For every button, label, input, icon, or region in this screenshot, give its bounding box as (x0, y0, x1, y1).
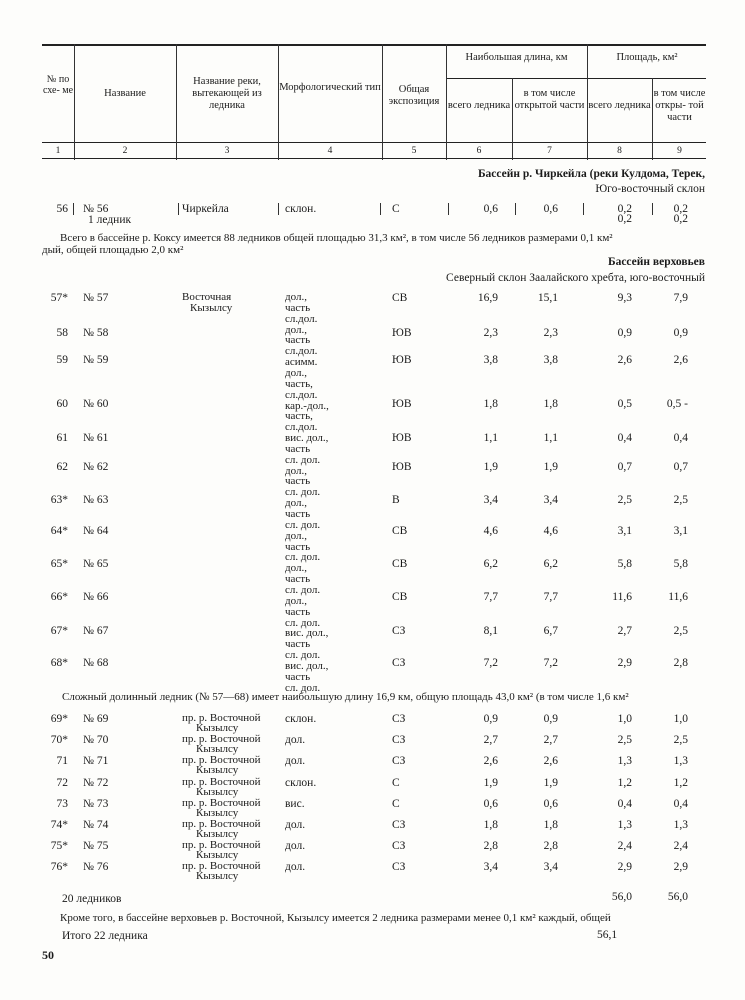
length-total: 3,4 (483, 494, 498, 506)
row56-river: Чиркейла (182, 203, 229, 215)
length-total: 1,8 (483, 819, 498, 831)
exposure: СЗ (392, 734, 406, 747)
glacier-name: № 73 (83, 797, 109, 810)
morphology-line: сл. дол. (285, 518, 321, 531)
col-number-8: 8 (617, 146, 622, 156)
area-total: 9,3 (617, 292, 632, 304)
area-open: 3,1 (673, 525, 688, 537)
row-number: 74* (50, 819, 68, 831)
length-total: 2,3 (483, 327, 498, 339)
area-open: 7,9 (673, 292, 688, 304)
col-number-7: 7 (547, 146, 552, 156)
glacier-name: № 71 (83, 755, 109, 768)
length-open: 15,1 (537, 292, 558, 304)
header-length-open: в том числе открытой части (514, 88, 585, 111)
basin2-title: Бассейн верховьев (607, 256, 705, 268)
row-number: 60 (56, 398, 68, 410)
exposure: СВ (392, 558, 408, 570)
length-open: 3,4 (543, 861, 558, 874)
row-number: 61 (56, 432, 68, 444)
morphology-line: часть, (285, 410, 313, 423)
morphology-line: дол., (285, 594, 307, 607)
length-total: 7,7 (483, 591, 498, 603)
area-open: 2,4 (673, 840, 688, 853)
row-number: 58 (56, 327, 68, 339)
col-number-1: 1 (55, 146, 61, 156)
page-number: 50 (42, 948, 54, 962)
row-number: 64* (50, 525, 68, 537)
area-total: 3,1 (617, 525, 632, 537)
morphology: дол. (285, 734, 306, 747)
river-57-line1: Восточная (182, 291, 232, 303)
area-open: 2,5 (673, 494, 688, 506)
exposure: ЮВ (392, 432, 412, 444)
area-open: 5,8 (673, 558, 688, 570)
col-number-9: 9 (677, 146, 682, 156)
exposure: СЗ (392, 713, 406, 725)
exposure: СЗ (392, 755, 406, 768)
area-open: 2,9 (673, 861, 688, 874)
length-total: 2,6 (483, 755, 498, 768)
row56-name: № 56 (83, 203, 109, 215)
morphology-line: дол., (285, 562, 307, 575)
morphology-line: асимм. (285, 356, 318, 369)
length-open: 1,1 (543, 432, 558, 444)
morphology-line: сл.дол. (285, 388, 318, 401)
row56-area-total: 0,2 (617, 203, 632, 215)
length-total: 0,6 (483, 797, 498, 810)
basin1-subtitle: Юго-восточный склон (595, 183, 705, 195)
length-total: 16,9 (477, 292, 498, 304)
length-total: 3,8 (483, 354, 498, 366)
area-open: 1,3 (673, 755, 688, 768)
glacier-name: № 74 (83, 819, 109, 831)
morphology-line: часть, (285, 377, 313, 390)
row56-exposure: С (392, 203, 400, 215)
area-open: 0,7 (673, 461, 688, 473)
exposure: СВ (392, 591, 408, 603)
length-open: 2,7 (543, 734, 558, 747)
area-total: 2,7 (617, 625, 632, 637)
river-name: пр. р. Восточной (182, 839, 261, 852)
glacier-name: № 62 (83, 461, 109, 473)
exposure: ЮВ (392, 354, 412, 366)
exposure: В (392, 494, 400, 506)
morphology-line: сл. дол. (285, 453, 321, 466)
row56-len-total: 0,6 (483, 203, 498, 215)
row-number: 69* (50, 713, 68, 725)
area-total: 5,8 (617, 558, 632, 570)
morphology-line: вис. дол., (285, 627, 329, 640)
glacier-name: № 60 (83, 398, 109, 410)
row56-name2: 1 ледник (88, 214, 132, 226)
header-col2: Название (104, 88, 146, 99)
col-number-5: 5 (411, 146, 417, 156)
length-total: 4,6 (483, 525, 498, 537)
morphology-line: часть (285, 540, 311, 553)
length-open: 6,2 (543, 558, 558, 570)
row-number: 63* (50, 494, 68, 506)
length-open: 2,3 (543, 327, 558, 339)
area-total: 2,9 (617, 657, 632, 669)
length-open: 3,8 (543, 354, 558, 366)
length-total: 1,1 (483, 432, 498, 444)
glacier-name: № 72 (83, 776, 109, 789)
length-open: 1,8 (543, 819, 558, 831)
morphology-line: сл. дол. (285, 649, 321, 662)
note3: Кроме того, в бассейне верховьев р. Восточной, Кызылсу имеется 2 ледника размерами менее 0,1 км² каждый, общей (60, 912, 611, 924)
morphology-line: часть (285, 605, 311, 618)
area-open: 2,5 (673, 734, 688, 747)
glacier-name: № 67 (83, 625, 109, 637)
river-name-2: Кызылсу (196, 764, 239, 777)
river-name: пр. р. Восточной (182, 818, 261, 830)
total-label: Итого 22 ледника (62, 930, 148, 942)
area-total: 2,6 (617, 354, 632, 366)
glacier-name: № 69 (83, 713, 109, 725)
length-open: 7,7 (543, 591, 558, 603)
morphology: склон. (285, 713, 317, 725)
exposure: СЗ (392, 657, 406, 669)
glacier-name: № 57 (83, 292, 109, 304)
morphology: дол. (285, 861, 306, 874)
area-total: 2,4 (617, 840, 632, 853)
area-total: 2,5 (617, 494, 632, 506)
exposure: СВ (392, 292, 408, 304)
row-number: 75* (50, 840, 68, 853)
header-col5: Общая экспозиция (388, 84, 440, 107)
glacier-name: № 59 (83, 354, 109, 366)
area-open: 2,8 (673, 657, 688, 669)
exposure: С (392, 797, 400, 810)
morphology-line: вис. дол., (285, 659, 329, 672)
exposure: СЗ (392, 861, 406, 874)
glacier-name: № 58 (83, 327, 109, 339)
row-number: 73 (56, 797, 68, 810)
glacier-name: № 63 (83, 494, 109, 506)
exposure: С (392, 776, 400, 789)
morphology-line: дол., (285, 291, 307, 303)
area-total: 0,4 (617, 797, 632, 810)
col-number-6: 6 (476, 146, 482, 156)
river-name-2: Кызылсу (196, 806, 239, 819)
row56-morph: склон. (285, 203, 317, 215)
exposure: СЗ (392, 819, 406, 831)
glacier-name: № 66 (83, 591, 109, 603)
area-open: 11,6 (668, 591, 688, 603)
morphology-line: часть (285, 301, 311, 314)
header-area: Площадь, км² (616, 52, 678, 63)
length-open: 3,4 (543, 494, 558, 506)
glacier-name: № 61 (83, 432, 109, 444)
row56-area-open2: 0,2 (673, 213, 688, 225)
row-number: 67* (50, 625, 68, 637)
morphology-line: часть (285, 334, 311, 347)
col-number-3: 3 (224, 146, 230, 156)
summary-area-open: 56,0 (667, 891, 688, 903)
length-total: 2,7 (483, 734, 498, 747)
river-name: пр. р. Восточной (182, 796, 261, 809)
river-name-2: Кызылсу (196, 828, 239, 840)
row56-area-open: 0,2 (673, 203, 688, 215)
exposure: ЮВ (392, 327, 412, 339)
table-header (42, 44, 706, 160)
length-open: 1,9 (543, 776, 558, 789)
area-total: 1,0 (617, 713, 632, 725)
morphology-line: дол., (285, 529, 307, 542)
area-open: 1,0 (673, 713, 688, 725)
morphology-line: сл. дол. (285, 681, 321, 694)
header-length: Наибольшая длина, км (465, 52, 568, 63)
morphology-line: дол., (285, 497, 307, 510)
morphology-line: часть (285, 573, 311, 586)
row56-area-total2: 0,2 (617, 213, 632, 225)
length-open: 0,6 (543, 797, 558, 810)
col-number-2: 2 (122, 146, 128, 156)
row-number: 66* (50, 591, 68, 603)
river-name-2: Кызылсу (196, 849, 239, 862)
length-total: 3,4 (483, 861, 498, 874)
length-total: 7,2 (483, 657, 498, 669)
length-total: 1,9 (483, 776, 498, 789)
glacier-name: № 65 (83, 558, 109, 570)
area-open: 0,9 (673, 327, 688, 339)
header-col1: № по схе- ме (42, 74, 74, 96)
row-number: 68* (50, 657, 68, 669)
morphology: дол. (285, 840, 306, 853)
length-total: 6,2 (483, 558, 498, 570)
basin1-title: Бассейн р. Чиркейла (реки Кулдома, Терек, (477, 168, 705, 180)
length-open: 1,8 (543, 398, 558, 410)
header-col4: Морфологический тип (279, 82, 381, 93)
length-open: 2,8 (543, 840, 558, 853)
morphology-line: сл.дол. (285, 312, 318, 325)
total-area: 56,1 (597, 929, 618, 941)
morphology-line: дол., (285, 323, 307, 336)
summary-label: 20 ледников (62, 893, 122, 905)
area-total: 11,6 (612, 591, 632, 603)
length-total: 0,9 (483, 713, 498, 725)
row-number: 57* (50, 292, 68, 304)
morphology-line: вис. дол., (285, 432, 329, 445)
area-open: 1,2 (673, 776, 688, 789)
row56-no: 56 (56, 203, 68, 215)
header-area-total: всего ледника (588, 100, 651, 111)
river-name: пр. р. Восточной (182, 775, 261, 788)
length-open: 1,9 (543, 461, 558, 473)
morphology-line: сл.дол. (285, 345, 318, 358)
row-number: 62 (56, 461, 68, 473)
col-number-4: 4 (327, 146, 333, 156)
summary-area-total: 56,0 (611, 891, 632, 903)
length-open: 6,7 (543, 625, 558, 637)
glacier-name: № 75 (83, 840, 109, 853)
morphology-line: сл.дол. (285, 421, 318, 434)
morphology-line: дол., (285, 366, 307, 379)
morphology-line: сл. дол. (285, 616, 321, 629)
row-number: 59 (56, 354, 68, 366)
glacier-name: № 64 (83, 525, 109, 537)
note2: Сложный долинный ледник (№ 57—68) имеет наибольшую длину 16,9 км, общую площадь 43,0 км² (в том числе 1,6 км² (62, 691, 629, 703)
note1-continuation: дый, общей площадью 2,0 км² (42, 244, 184, 256)
area-open: 0,4 (673, 432, 688, 444)
morphology: дол. (285, 819, 306, 831)
river-name: пр. р. Восточной (182, 733, 261, 746)
area-open: 0,5 - (666, 398, 688, 410)
length-total: 1,9 (483, 461, 498, 473)
morphology: вис. (285, 797, 305, 810)
area-total: 0,9 (617, 327, 632, 339)
river-name: пр. р. Восточной (182, 712, 261, 724)
row-number: 65* (50, 558, 68, 570)
length-total: 2,8 (483, 840, 498, 853)
exposure: ЮВ (392, 461, 412, 473)
length-total: 8,1 (483, 625, 498, 637)
morphology-line: дол., (285, 464, 307, 477)
header-col3: Название реки, вытекающей из ледника (192, 76, 262, 111)
area-total: 1,3 (617, 755, 632, 768)
morphology-line: сл. дол. (285, 551, 321, 564)
row-number: 72 (56, 776, 68, 789)
morphology-line: часть (285, 442, 311, 455)
exposure: СЗ (392, 840, 406, 853)
length-open: 0,9 (543, 713, 558, 725)
glacier-name: № 76 (83, 861, 109, 874)
area-total: 0,7 (617, 461, 632, 473)
note1: Всего в бассейне р. Коксу имеется 88 ледников общей площадью 31,3 км², в том числе 56 ледников размерами 0,1 км² (60, 232, 613, 244)
morphology-line: сл. дол. (285, 583, 321, 596)
header-area-open: в том числе откры- той части (653, 88, 706, 123)
river-name-2: Кызылсу (196, 785, 239, 798)
row-number: 71 (56, 755, 68, 768)
river-name-2: Кызылсу (196, 870, 239, 883)
length-open: 7,2 (543, 657, 558, 669)
area-open: 2,6 (673, 354, 688, 366)
length-open: 2,6 (543, 755, 558, 768)
exposure: СВ (392, 525, 408, 537)
exposure: ЮВ (392, 398, 412, 410)
length-total: 1,8 (483, 398, 498, 410)
row-number: 70* (50, 734, 68, 747)
row-number: 76* (50, 861, 68, 874)
morphology: склон. (285, 776, 317, 789)
morphology-line: кар.-дол., (285, 399, 329, 412)
morphology-line: часть (285, 475, 311, 488)
morphology-line: сл. дол. (285, 486, 321, 499)
river-name-2: Кызылсу (196, 743, 239, 756)
row56-len-open: 0,6 (543, 203, 558, 215)
area-total: 1,3 (617, 819, 632, 831)
area-total: 2,9 (617, 861, 632, 874)
exposure: СЗ (392, 625, 406, 637)
morphology-line: часть (285, 638, 311, 651)
header-length-total: всего ледника (447, 100, 511, 111)
area-open: 0,4 (673, 797, 688, 810)
river-name: пр. р. Восточной (182, 754, 261, 767)
morphology-line: часть (285, 508, 311, 520)
river-57-line2: Кызылсу (190, 302, 233, 314)
morphology: дол. (285, 755, 306, 768)
basin2-subtitle: Северный склон Заалайского хребта, юго-восточный (446, 272, 705, 284)
glacier-name: № 68 (83, 657, 109, 669)
area-open: 2,5 (673, 625, 688, 637)
area-total: 0,4 (617, 432, 632, 444)
river-name-2: Кызылсу (196, 722, 239, 734)
river-name: пр. р. Восточной (182, 860, 261, 873)
area-total: 2,5 (617, 734, 632, 747)
morphology-line: часть (285, 670, 311, 683)
area-total: 1,2 (617, 776, 632, 789)
length-open: 4,6 (543, 525, 558, 537)
area-open: 1,3 (673, 819, 688, 831)
glacier-name: № 70 (83, 734, 109, 747)
area-total: 0,5 (617, 398, 632, 410)
